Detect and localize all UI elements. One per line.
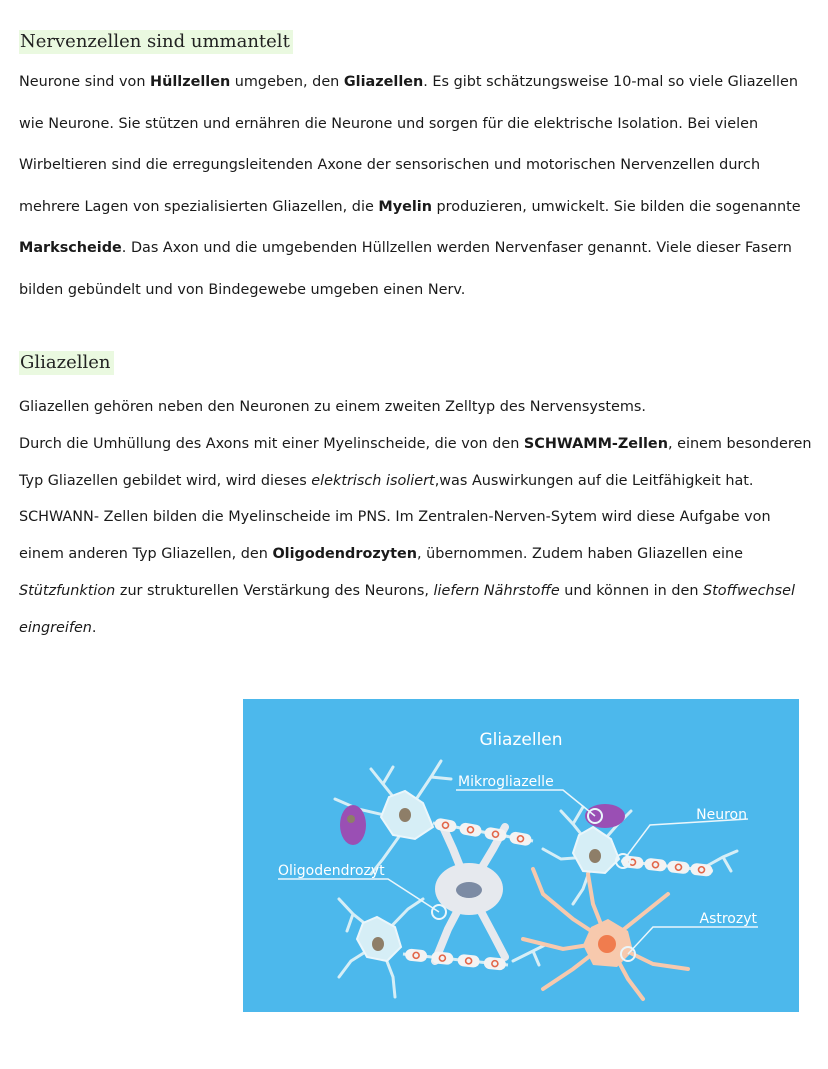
text-run: Durch die Umhüllung des Axons mit einer Myelinscheide, die von den bbox=[19, 435, 524, 452]
microglia-cell-right bbox=[585, 804, 625, 828]
text-run: zur strukturellen Verstärkung des Neurons, bbox=[115, 582, 434, 599]
label-neuron: Neuron bbox=[696, 807, 747, 823]
bold-term: Hüllzellen bbox=[150, 74, 231, 90]
text-run: ,was Auswirkungen auf die Leitfähigkeit hat. SCHWANN- Zellen bilden die Myelinscheide im PNS. Im Zentralen-Nerven-Sytem wird diese Aufgabe von einem anderen Typ Gliazellen, den bbox=[19, 472, 771, 563]
astrocyte-nucleus bbox=[598, 935, 616, 953]
text-run: . Das Axon und die umgebenden Hüllzellen werden Nervenfaser genannt. Viele dieser Fasern bilden gebündelt und von Bindegewebe umgeben einen Nerv. bbox=[19, 240, 792, 298]
label-oligodendrocyte: Oligodendrozyt bbox=[278, 863, 385, 879]
text-run: . Es gibt schätzungsweise 10-mal so viele Gliazellen wie Neurone. Sie stützen und ernähren die Neurone und sorgen für die elektrische Isolation. Bei vielen Wirbeltieren sind die erregungsleitenden Axone der sensorischen und motorischen Nervenzellen durch mehrere Lagen von spezialisierten Gliazellen, die bbox=[19, 74, 798, 215]
text-run: umgeben, den bbox=[230, 74, 344, 90]
text-run: , übernommen. Zudem haben Gliazellen eine bbox=[416, 546, 743, 563]
italic-term: Stoffwechsel eingreifen bbox=[19, 582, 796, 636]
text-run: produzieren, umwickelt. Sie bilden die sogenannte bbox=[431, 198, 801, 215]
text-run: Neurone sind von bbox=[19, 74, 151, 90]
text-run: und können in den bbox=[559, 582, 704, 599]
text-run: , einem besonderen Typ Gliazellen gebildet wird, wird dieses bbox=[19, 435, 812, 489]
section1-paragraph bbox=[19, 62, 819, 312]
label-astrocyte: Astrozyt bbox=[699, 911, 757, 927]
figure-title: Gliazellen bbox=[479, 730, 563, 750]
bold-term: SCHWAMM-Zellen bbox=[523, 435, 668, 452]
label-microglia: Mikrogliazelle bbox=[458, 774, 554, 790]
italic-term: Stützfunktion bbox=[19, 582, 116, 599]
glia-cell-illustration bbox=[243, 699, 799, 1012]
bold-term: Myelin bbox=[378, 198, 432, 215]
italic-term: liefern Nährstoffe bbox=[433, 582, 560, 599]
oligodendrocyte-nucleus bbox=[456, 882, 482, 898]
bold-term: Oligodendrozyten bbox=[272, 546, 417, 563]
section2-heading: Gliazellen bbox=[19, 351, 114, 375]
section2-paragraph bbox=[19, 389, 819, 647]
bold-term: Gliazellen bbox=[343, 74, 424, 90]
neuron-nucleus bbox=[372, 937, 384, 951]
illustration-svg bbox=[243, 699, 799, 1012]
neuron-nucleus bbox=[589, 849, 601, 863]
text-run: Gliazellen gehören neben den Neuronen zu einem zweiten Zelltyp des Nervensystems. bbox=[19, 399, 646, 415]
microglia-cell-left bbox=[340, 805, 366, 845]
text-run: . bbox=[91, 619, 97, 636]
section1-heading: Nervenzellen sind ummantelt bbox=[19, 30, 293, 54]
italic-term: elektrisch isoliert bbox=[311, 472, 435, 489]
bold-term: Markscheide bbox=[19, 240, 122, 257]
neuron-nucleus bbox=[399, 808, 411, 822]
